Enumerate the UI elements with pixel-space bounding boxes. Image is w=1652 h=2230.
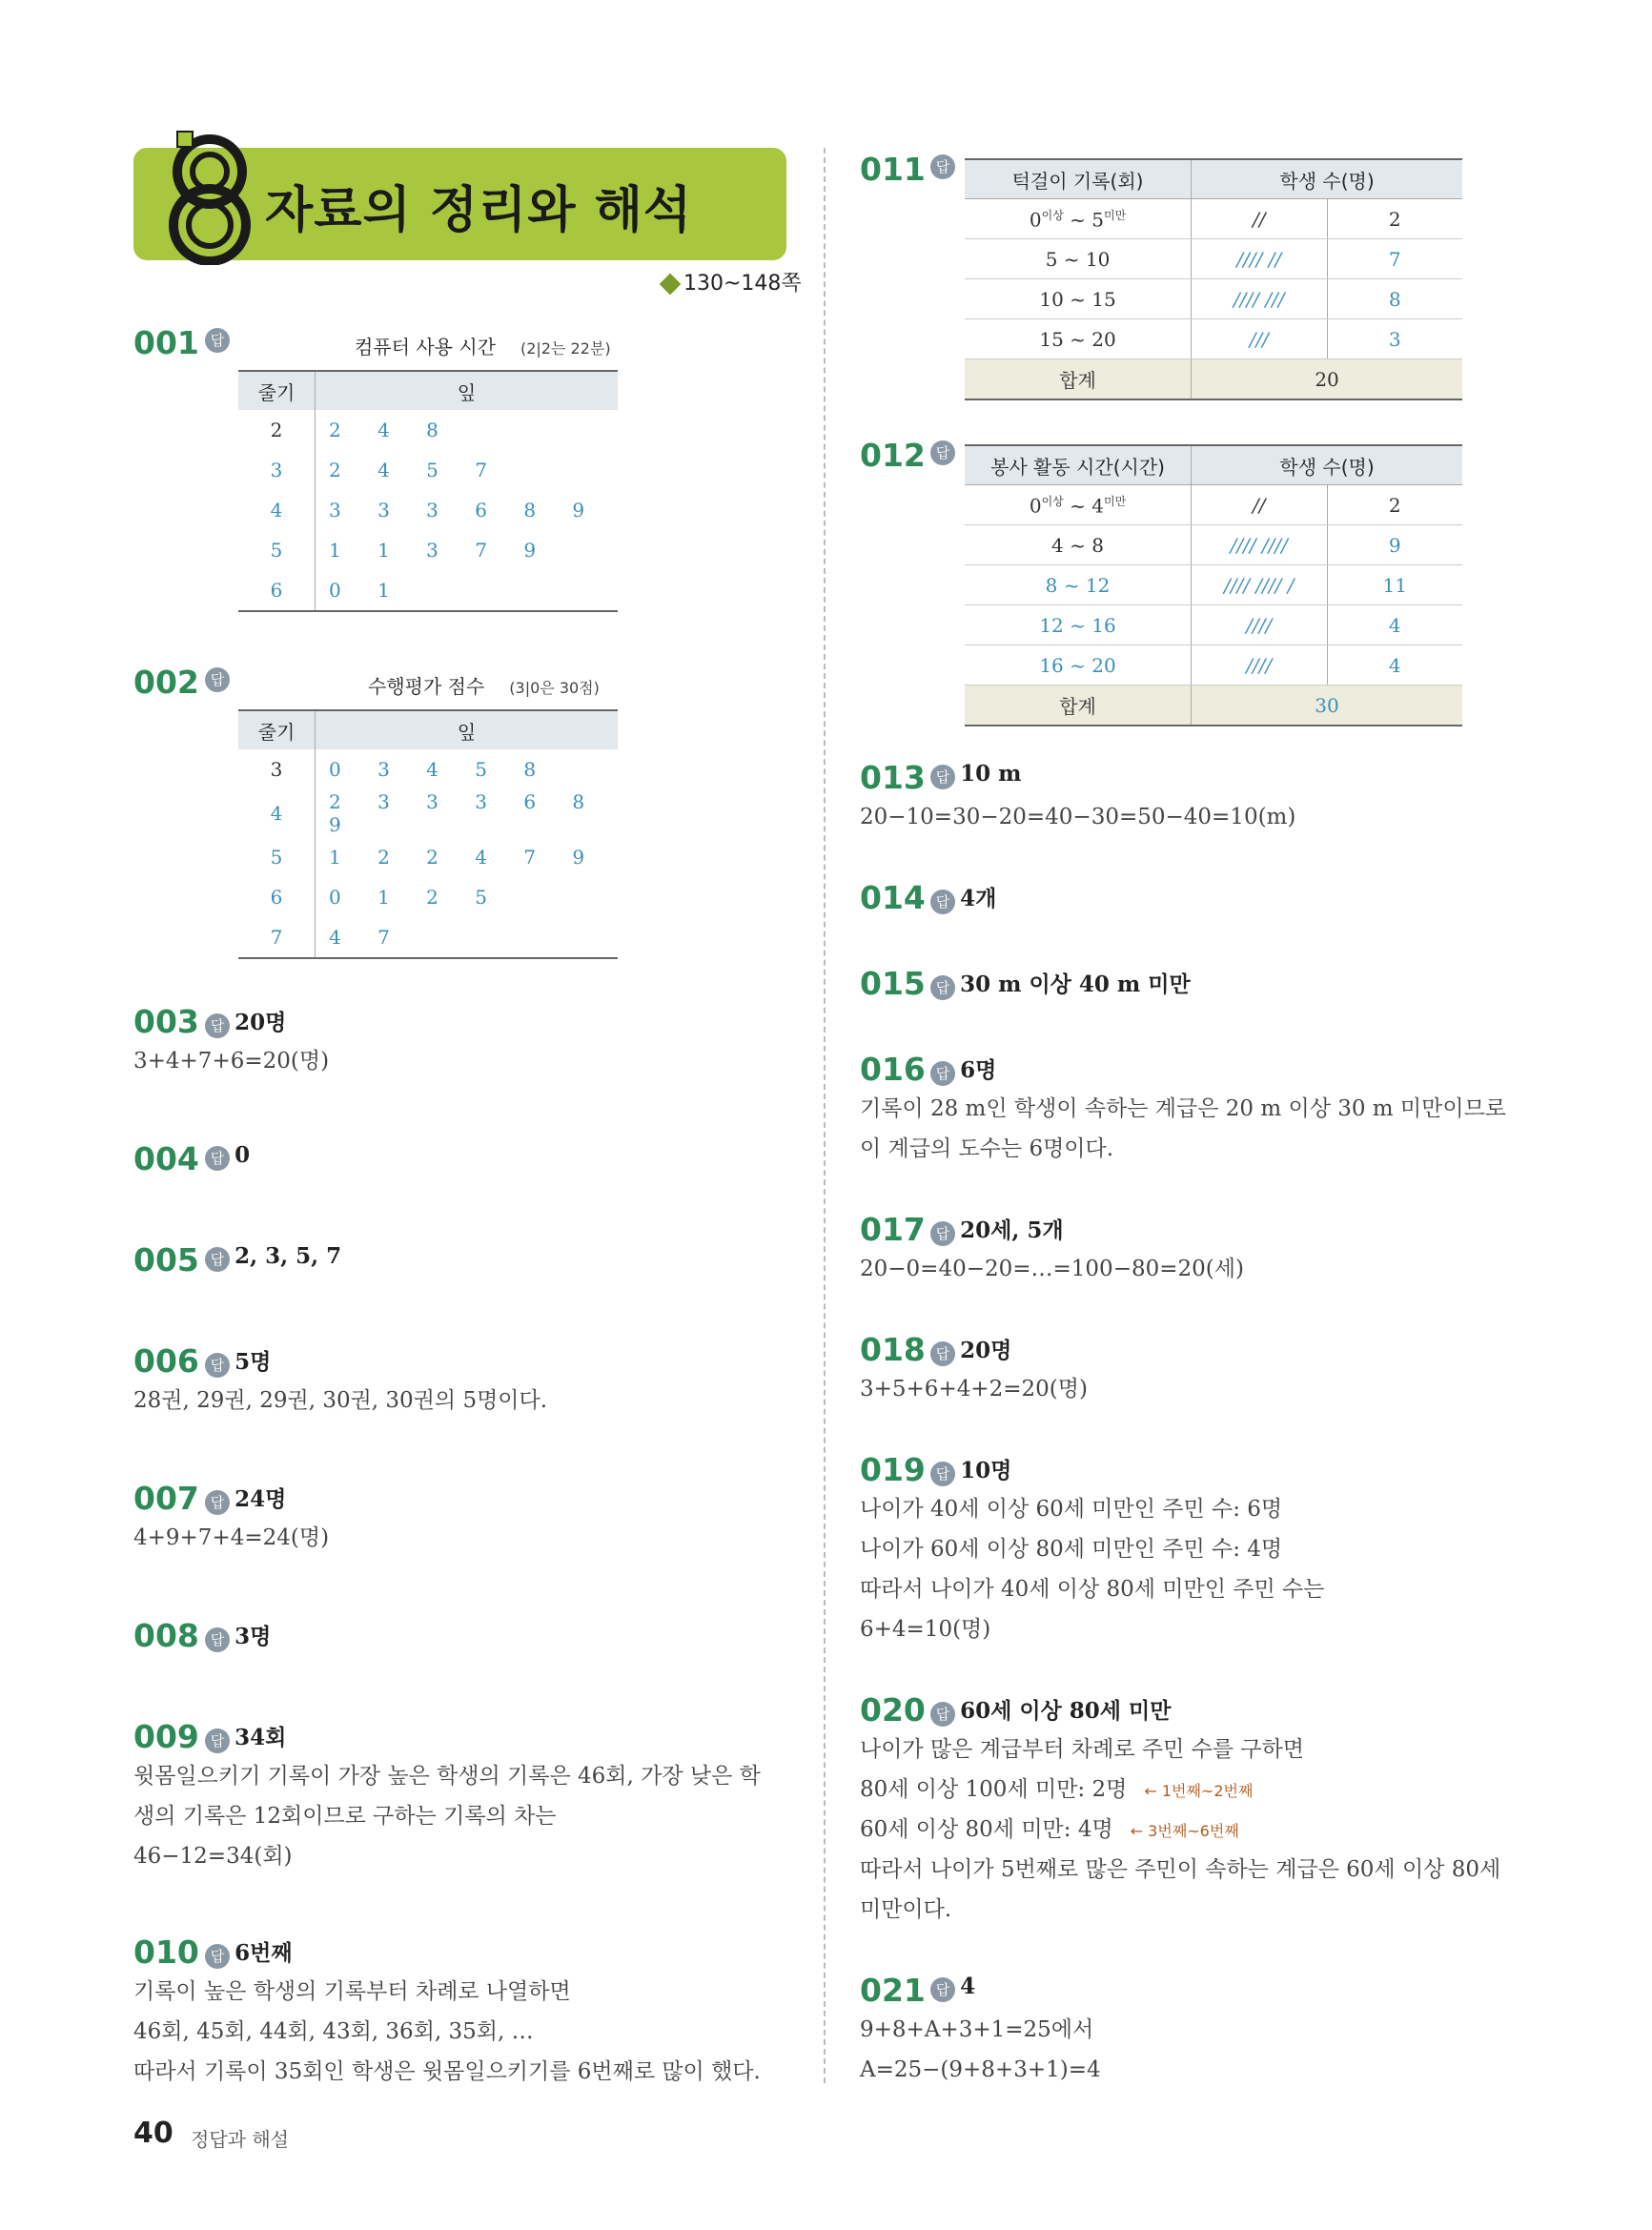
cube-icon [660,274,682,296]
leaf-cell: 0 3 4 5 8 [329,758,550,781]
class-header: 턱걸이 기록(회) [965,159,1192,199]
caption-legend: (2|2는 22분) [520,339,611,358]
explanation-line: 기록이 높은 학생의 기록부터 차례로 나열하면 [133,1979,571,2004]
count-header: 학생 수(명) [1192,159,1462,199]
answer-text: 4개 [960,886,997,911]
class-header: 봉사 활동 시간(시간) [965,445,1192,485]
class-cell: $0^{이상}$ ~ $5^{미만}$ [965,199,1192,239]
explanation-line: A=25−(9+8+3+1)=4 [860,2057,1101,2082]
stem-header: 줄기 [238,371,316,410]
answer-badge: 답 [205,1729,230,1753]
answer-text: 3명 [235,1624,272,1649]
total-row [965,359,1462,400]
table-row [238,530,618,570]
answer-badge: 답 [205,1353,230,1378]
tally-cell: //// [1192,645,1327,685]
answer-text: 5명 [235,1349,272,1375]
table-row [238,570,618,611]
answer-badge: 답 [930,1977,955,2002]
explanation-line: 20−0=40−20=…=100−80=20(세) [860,1257,1244,1281]
problem-number: 021 [860,1972,926,2009]
explanation-line: 4+9+7+4=24(명) [133,1525,330,1550]
tally-cell: //// //// / [1192,565,1327,605]
leaf-cell: 2 4 8 [329,419,452,441]
total-value: 30 [1192,685,1462,726]
total-label: 합계 [965,685,1192,726]
total-label: 합계 [965,359,1192,400]
explanation-line: 46−12=34(회) [133,1844,293,1869]
footer-label: 정답과 해설 [191,2128,289,2151]
answer-text: 20세, 5개 [960,1217,1064,1243]
answer-badge: 답 [205,1944,230,1969]
answer-text: 0 [235,1142,251,1168]
tally-cell: //// // [1192,239,1327,279]
problem-number: 003 [133,1003,199,1040]
stem-leaf-caption [355,332,611,359]
leaf-cell: 3 3 3 6 8 9 [329,499,599,522]
count-cell: 3 [1327,319,1462,359]
problem-number: 015 [860,965,926,1002]
explanation-line: 20−10=30−20=40−30=50−40=10(m) [860,805,1296,829]
problem-number: 016 [860,1051,926,1088]
stem-cell: 6 [238,877,316,917]
table-row [238,749,618,789]
arrow-note: ← 1번째~2번째 [1144,1782,1254,1800]
answer-text: 6번째 [235,1940,293,1966]
problem-number: 017 [860,1211,926,1248]
answer-text: 30 m 이상 40 m 미만 [960,972,1191,997]
tally-cell: /// [1192,319,1327,359]
answer-text: 60세 이상 80세 미만 [960,1698,1172,1724]
count-cell: 4 [1327,605,1462,645]
caption-title: 수행평가 점수 [368,675,485,698]
stem-cell: 4 [238,789,316,837]
explanation-line: 6+4=10(명) [860,1617,991,1642]
explanation-line [860,1810,1239,1852]
answer-text: 2, 3, 5, 7 [235,1243,342,1269]
leaf-header: 잎 [316,371,619,410]
answer-badge: 답 [930,890,955,914]
table-row [965,525,1462,565]
leaf-cell: 0 1 2 5 [329,886,500,909]
tally-cell: //// //// [1192,525,1327,565]
problem-number: 018 [860,1331,926,1368]
table-row [965,605,1462,645]
count-cell: 2 [1327,485,1462,525]
answer-badge: 답 [205,1146,230,1171]
answer-badge: 답 [205,1247,230,1272]
answer-text: 10 m [960,761,1022,787]
table-row [965,319,1462,359]
table-row [965,565,1462,605]
explanation-line: 윗몸일으키기 기록이 가장 높은 학생의 기록은 46회, 가장 낮은 학 [133,1764,761,1789]
tally-cell: //// /// [1192,279,1327,319]
arrow-note: ← 3번째~6번째 [1130,1822,1239,1840]
table-row [238,837,618,877]
stem-cell: 3 [238,450,316,490]
stem-cell: 5 [238,837,316,877]
count-cell: 2 [1327,199,1462,239]
explanation-line: 나이가 60세 이상 80세 미만인 주민 수: 4명 [860,1537,1283,1562]
explanation-line: 9+8+A+3+1=25에서 [860,2017,1094,2042]
total-row [965,685,1462,726]
answer-badge: 답 [205,1013,230,1038]
count-cell: 7 [1327,239,1462,279]
problem-number: 007 [133,1480,199,1517]
problem-number: 019 [860,1451,926,1488]
answer-text: 20명 [960,1338,1012,1363]
column-divider [824,148,826,2083]
count-cell: 9 [1327,525,1462,565]
leaf-cell: 2 3 3 3 6 8 9 [329,790,599,836]
stem-cell: 3 [238,749,316,789]
class-cell: 16 ~ 20 [965,645,1192,685]
page-range-text: 130~148쪽 [683,272,802,296]
explanation-text: 60세 이상 80세 미만: 4명 [860,1817,1113,1842]
stem-cell: 4 [238,490,316,530]
frequency-table-012 [965,444,1462,726]
total-value: 20 [1192,359,1462,400]
problem-number: 010 [133,1933,199,1971]
answer-text: 10명 [960,1458,1012,1483]
explanation-line: 따라서 기록이 35회인 학생은 윗몸일으키기를 6번째로 많이 했다. [133,2059,761,2084]
explanation-line [860,1770,1253,1811]
problem-number: 001 [133,324,199,361]
page-range [663,267,802,297]
stem-leaf-caption [368,671,600,699]
leaf-cell: 4 7 [316,917,619,958]
answer-badge: 답 [930,1061,955,1086]
answer-badge: 답 [930,1702,955,1727]
explanation-line: 따라서 나이가 5번째로 많은 주민이 속하는 계급은 60세 이상 80세 [860,1857,1501,1882]
count-header: 학생 수(명) [1192,445,1462,485]
frequency-table-011 [965,158,1462,400]
answer-badge: 답 [205,328,230,353]
table-row [238,877,618,917]
explanation-line: 28권, 29권, 29권, 30권, 30권의 5명이다. [133,1388,548,1413]
problem-number: 011 [860,151,926,188]
page-number: 40 [133,2117,173,2150]
class-cell: 8 ~ 12 [965,565,1192,605]
answer-badge: 답 [205,667,230,692]
problem-number: 020 [860,1691,926,1729]
class-cell: 10 ~ 15 [965,279,1192,319]
table-row [965,239,1462,279]
explanation-line: 기록이 28 m인 학생이 속하는 계급은 20 m 이상 30 m 미만이므로 [860,1096,1507,1121]
stem-leaf-table-002 [238,709,618,959]
stem-cell: 7 [238,917,316,958]
explanation-line: 미만이다. [860,1897,952,1922]
stem-leaf-table-001 [238,370,618,612]
stem-cell: 2 [238,410,316,450]
answer-badge: 답 [205,1627,230,1652]
class-cell: 15 ~ 20 [965,319,1192,359]
caption-legend: (3|0은 30점) [509,679,600,697]
answer-badge: 답 [930,1341,955,1366]
explanation-line: 나이가 많은 계급부터 차례로 주민 수를 구하면 [860,1737,1305,1762]
answer-text: 24명 [235,1486,287,1512]
answer-badge: 답 [930,1221,955,1246]
answer-badge: 답 [930,440,955,465]
table-row [965,645,1462,685]
chapter-title: 자료의 정리와 해석 [265,182,693,239]
table-row [965,279,1462,319]
class-cell: $0^{이상}$ ~ $4^{미만}$ [965,485,1192,525]
leaf-cell: 2 4 5 7 [329,459,500,481]
answer-badge: 답 [930,975,955,1000]
answer-badge: 답 [930,1462,955,1486]
problem-number: 014 [860,879,926,916]
problem-number: 012 [860,437,926,474]
problem-number: 002 [133,664,199,701]
table-row [238,490,618,530]
leaf-cell: 1 1 3 7 9 [329,539,550,562]
explanation-line: 3+5+6+4+2=20(명) [860,1377,1088,1401]
problem-number: 005 [133,1241,199,1279]
explanation-line: 3+4+7+6=20(명) [133,1049,330,1074]
tally-cell: //// [1192,605,1327,645]
class-cell: 4 ~ 8 [965,525,1192,565]
table-row [965,485,1462,525]
stem-cell: 6 [238,570,316,611]
problem-number: 004 [133,1140,199,1177]
answer-badge: 답 [205,1490,230,1515]
table-row [238,410,618,450]
tally-cell: // [1192,199,1327,239]
count-cell: 8 [1327,279,1462,319]
count-cell: 11 [1327,565,1462,605]
problem-number: 013 [860,759,926,796]
table-row [238,917,618,958]
leaf-cell: 1 2 2 4 7 9 [329,846,599,869]
answer-text: 4 [960,1974,976,1999]
explanation-line: 이 계급의 도수는 6명이다. [860,1136,1114,1161]
explanation-line: 나이가 40세 이상 60세 미만인 주민 수: 6명 [860,1497,1283,1522]
tally-cell: // [1192,485,1327,525]
answer-text: 6명 [960,1057,997,1083]
chapter-number-icon [151,122,265,269]
explanation-line: 46회, 45회, 44회, 43회, 36회, 35회, … [133,2019,534,2044]
table-row [238,789,618,837]
table-row [965,199,1462,239]
explanation-line: 생의 기록은 12회이므로 구하는 기록의 차는 [133,1804,557,1829]
problem-number: 006 [133,1342,199,1380]
answer-badge: 답 [930,765,955,789]
stem-cell: 5 [238,530,316,570]
class-cell: 5 ~ 10 [965,239,1192,279]
count-cell: 4 [1327,645,1462,685]
explanation-line: 따라서 나이가 40세 이상 80세 미만인 주민 수는 [860,1577,1325,1602]
answer-badge: 답 [930,154,955,179]
stem-header: 줄기 [238,710,316,749]
answer-text: 34회 [235,1725,287,1750]
leaf-cell: 0 1 [316,570,619,611]
leaf-header: 잎 [316,710,619,749]
table-row [238,450,618,490]
answer-text: 20명 [235,1010,287,1035]
problem-number: 008 [133,1617,199,1654]
problem-number: 009 [133,1718,199,1755]
explanation-text: 80세 이상 100세 미만: 2명 [860,1777,1128,1802]
caption-title: 컴퓨터 사용 시간 [355,336,496,358]
class-cell: 12 ~ 16 [965,605,1192,645]
